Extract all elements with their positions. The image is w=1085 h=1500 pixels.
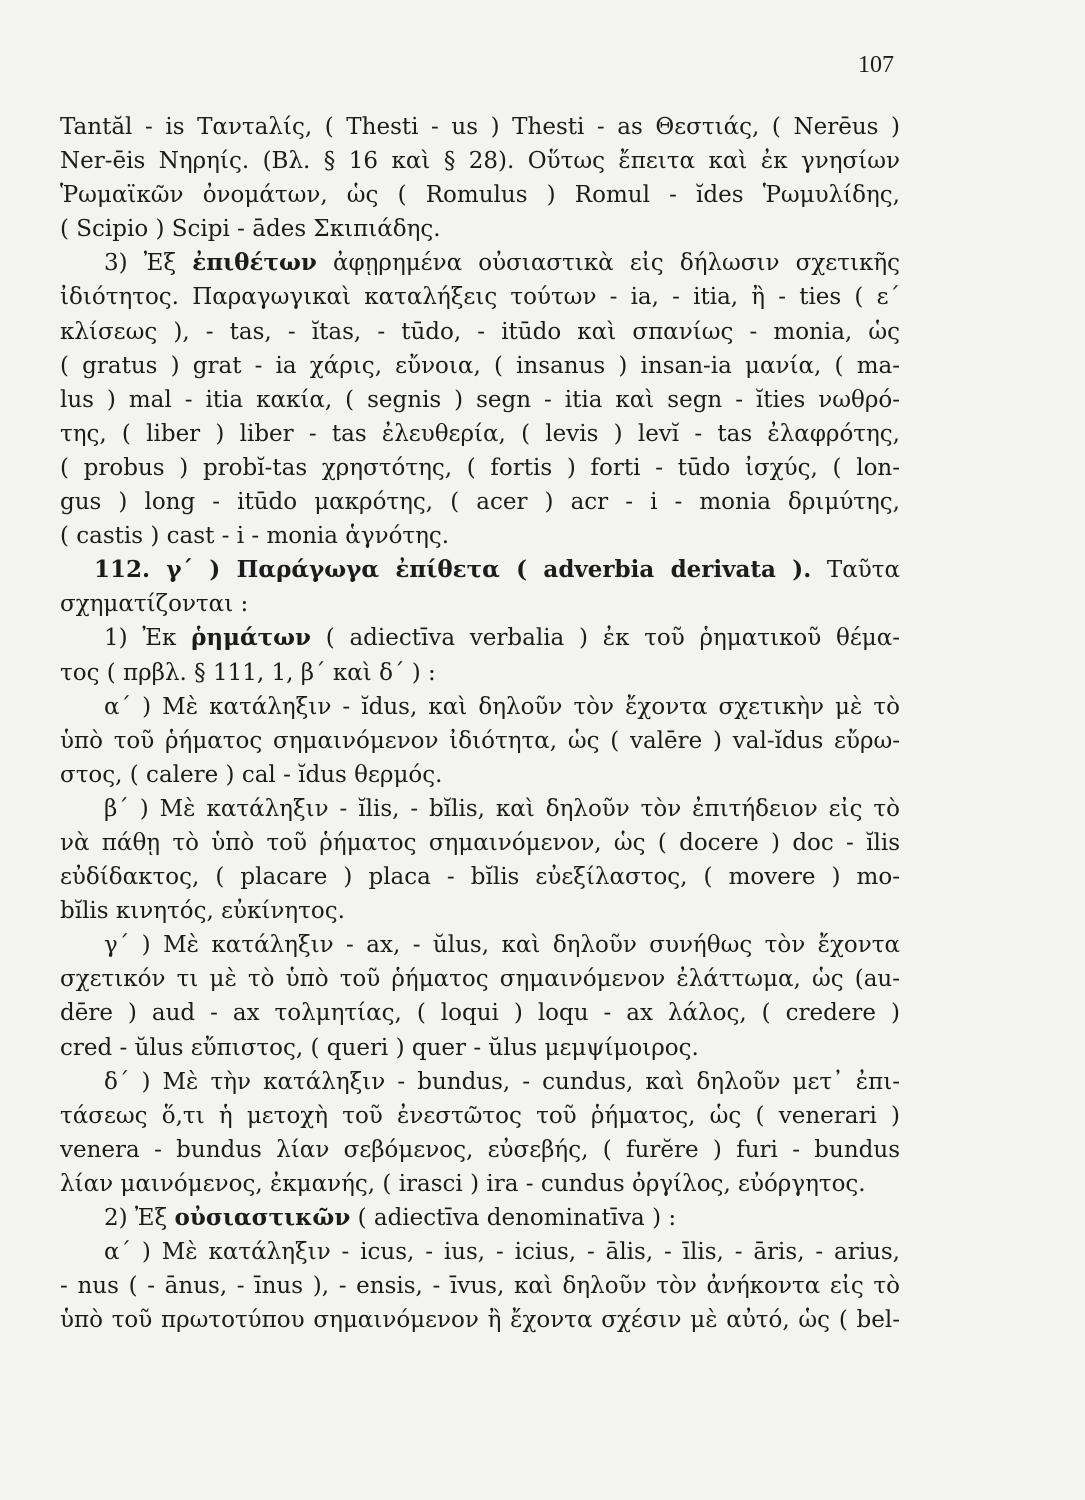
section-heading-line: 1) Ἐκ ῥημάτων ( adiectīva verbalia ) ἐκ τοῦ ῥηματικοῦ θέμα- [104,624,900,652]
text-line: Ner-ēis Νηρηίς. (Βλ. § 16 καὶ § 28). Οὕτως ἔπειτα καὶ ἐκ γνησίων [60,148,900,175]
text-line: ὑπὸ τοῦ πρωτοτύπου σημαινόμενον ἢ ἔχοντα σχέσιν μὲ αὐτό, ὡς ( bel- [60,1307,900,1334]
text-line: Tantăl - is Ταντaλίς, ( Thesti - us ) Thesti - as Θεστιάς, ( Nerēus ) [60,114,900,140]
text-line: cred - ŭlus εὔπιστος, ( queri ) quer - ŭlus μεμψίμοιρος. [60,1034,699,1061]
text-line: γ΄ ) Μὲ κατάληξιν - ax, - ŭlus, καὶ δηλοῦν συνήθως τὸν ἔχοντα [104,932,900,959]
text-line: τάσεως ὅ,τι ἡ μετοχὴ τοῦ ἐνεστῶτος τοῦ ῥήματος, ὡς ( venerari ) [60,1102,900,1129]
text-line: εὐδίδακτος, ( placare ) placa - bĭlis εὐεξίλαστος, ( movere ) mo- [60,864,900,891]
text-line: venera - bundus λίαν σεβόμενος, εὐσεβής, ( furĕre ) furi - bundus [60,1136,900,1163]
text-line: β΄ ) Μὲ κατάληξιν - ĭlis, - bĭlis, καὶ δηλοῦν τὸν ἐπιτήδειον εἰς τὸ [104,795,900,822]
text-line: της, ( liber ) liber - tas ἐλευθερία, ( levis ) levĭ - tas ἐλαφρότης, [60,420,900,447]
section-heading-line: 3) Ἐξ ἐπιθέτων ἀφῃρημένα οὐσιαστικὰ εἰς δήλωσιν σχετικῆς [104,249,900,277]
text-line: ( probus ) probĭ-tas χρηστότης, ( fortis ) forti - tūdo ἰσχύς, ( lon- [60,454,900,481]
paragraph-heading-line: 112. γ΄ ) Παράγωγα ἐπίθετα ( adverbia derivata ). Ταῦτα [94,556,900,584]
text-line: - nus ( - ānus, - īnus ), - ensis, - īvus, καὶ δηλοῦν τὸν ἀνήκοντα εἰς τὸ [60,1273,900,1300]
text-line: σχετικόν τι μὲ τὸ ὑπὸ τοῦ ῥήματος σημαινόμενον ἐλάττωμα, ὡς (au- [60,966,900,993]
text-line: ( gratus ) grat - ia χάρις, εὔνοια, ( insanus ) insan-ia μανία, ( ma- [60,352,900,379]
section-heading-line: 2) Ἐξ οὐσιαστικῶν ( adiectīva denominatīva ) : [104,1204,677,1231]
text-line: κλίσεως ), - tas, - ĭtas, - tūdo, - itūdo καὶ σπανίως - monia, ὡς [60,318,900,345]
page-number: 107 [858,52,894,78]
text-line: bĭlis κινητός, εὐκίνητος. [60,898,345,925]
text-line: νὰ πάθῃ τὸ ὑπὸ τοῦ ῥήματος σημαινόμενον, ὡς ( docere ) doc - ĭlis [60,829,900,856]
bold-term: οὐσιαστικῶν [174,1204,351,1231]
text-line: ὑπὸ τοῦ ῥήματος σημαινόμενον ἰδιότητα, ὡς ( valēre ) val-ĭdus εὔρω- [60,727,900,754]
text-line: dēre ) aud - ax τολμητίας, ( loqui ) loqu - ax λάλος, ( credere ) [60,1000,900,1027]
text-line: δ΄ ) Μὲ τὴν κατάληξιν - bundus, - cundus, καὶ δηλοῦν μετ᾽ ἐπι- [104,1068,900,1095]
body-text [60,110,900,1337]
bold-term: ἐπιθέτων [192,249,317,277]
text-line: α΄ ) Μὲ κατάληξιν - ĭdus, καὶ δηλοῦν τὸν ἔχοντα σχετικὴν μὲ τὸ [104,693,900,720]
text-line: τος ( πρβλ. § 111, 1, β΄ καὶ δ΄ ) : [60,659,436,686]
text-line: ( Scipio ) Scipi - ādes Σκιπιάδης. [60,216,441,243]
bold-heading: 112. γ΄ ) Παράγωγα ἐπίθετα ( adverbia derivata ). [94,556,812,584]
text-line: gus ) long - itūdo μακρότης, ( acer ) acr - i - monia δριμύτης, [60,489,900,516]
text-line: Ῥωμαϊκῶν ὀνομάτων, ὡς ( Romulus ) Romul - ĭdes Ῥωμυλίδης, [60,182,900,209]
bold-term: ῥημάτων [191,624,311,652]
text-line: ἰδιότητος. Παραγωγικαὶ καταλήξεις τούτων - ia, - itia, ἢ - ties ( ε΄ [60,284,900,311]
text-line: ( castis ) cast - i - monia ἁγνότης. [60,523,450,550]
text-line: στος, ( calere ) cal - ĭdus θερμός. [60,761,443,788]
text-line: lus ) mal - itia κακία, ( segnis ) segn - itia καὶ segn - ĭties νωθρό- [60,386,900,413]
text-line: λίαν μαινόμενος, ἐκμανής, ( irasci ) ira - cundus ὀργίλος, εὐόργητος. [60,1170,866,1197]
text-line: σχηματίζονται : [60,591,249,618]
text-line: α΄ ) Μὲ κατάληξιν - icus, - ius, - icius, - ālis, - īlis, - āris, - arius, [104,1239,900,1266]
